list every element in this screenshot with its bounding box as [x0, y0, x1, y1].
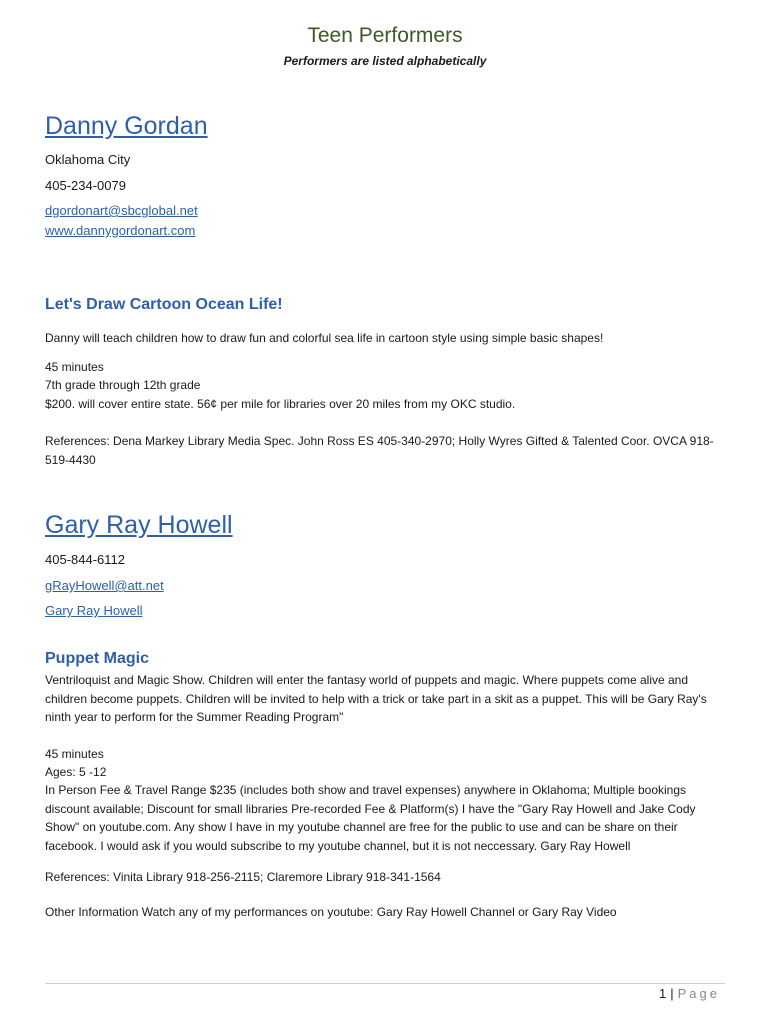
performer-city: Oklahoma City	[45, 152, 131, 167]
show-fee: In Person Fee & Travel Range $235 (includes both show and travel expenses) anywhere in Oklahoma; Multiple bookings discount available; Discount for small libraries Pre-recorded Fee & Platform(s) I have the "Gary Ray Howell and Jake Cody Show" on youtube.com. Any show I have in my youtube channel are free for the public to use and can be share on their facebook. I would ask if you would subscribe to my youtube channel, but it is not neccessary. Gary Ray Howell	[45, 783, 696, 853]
performer-website-link[interactable]: Gary Ray Howell	[45, 603, 143, 618]
show-fee: $200. will cover entire state. 56¢ per mile for libraries over 20 miles from my OKC studio.	[45, 397, 516, 411]
show-duration: 45 minutes	[45, 747, 104, 761]
performer-phone: 405-844-6112	[45, 552, 125, 567]
document-subtitle: Performers are listed alphabetically	[283, 54, 487, 68]
show-duration: 45 minutes	[45, 360, 104, 374]
footer-divider	[45, 983, 725, 984]
show-audience: Ages: 5 -12	[45, 765, 107, 779]
performer-name[interactable]: Danny Gordan	[45, 112, 208, 140]
page-footer	[659, 986, 720, 1001]
page-label: Page	[677, 986, 720, 1001]
performer-references: References: Vinita Library 918-256-2115; Claremore Library 918-341-1564	[45, 870, 441, 884]
performer-other-info: Other Information Watch any of my performances on youtube: Gary Ray Howell Channel or Gary Ray Video	[45, 905, 617, 919]
page-number: 1	[659, 986, 667, 1001]
performer-email-link[interactable]: dgordonart@sbcglobal.net	[45, 203, 198, 218]
performer-email-link[interactable]: gRayHowell@att.net	[45, 578, 164, 593]
show-audience: 7th grade through 12th grade	[45, 378, 201, 392]
show-title: Let's Draw Cartoon Ocean Life!	[45, 296, 283, 313]
performer-references: References: Dena Markey Library Media Spec. John Ross ES 405-340-2970; Holly Wyres Gifted & Talented Coor. OVCA 918-519-4430	[45, 434, 714, 467]
show-title: Puppet Magic	[45, 650, 150, 667]
show-description: Ventriloquist and Magic Show. Children will enter the fantasy world of puppets and magic. Where puppets come alive and children become puppets. Children will be invited to help with a trick or take part in a skit as a puppet. This will be Gary Ray's ninth year to perform for the Summer Reading Program"	[45, 673, 707, 724]
show-description: Danny will teach children how to draw fun and colorful sea life in cartoon style using simple basic shapes!	[45, 331, 604, 345]
performer-phone: 405-234-0079	[45, 178, 126, 193]
page-separator: |	[670, 986, 674, 1001]
performer-name[interactable]: Gary Ray Howell	[45, 511, 233, 539]
performer-website-link[interactable]: www.dannygordonart.com	[45, 223, 196, 238]
document-title: Teen Performers	[307, 24, 463, 47]
